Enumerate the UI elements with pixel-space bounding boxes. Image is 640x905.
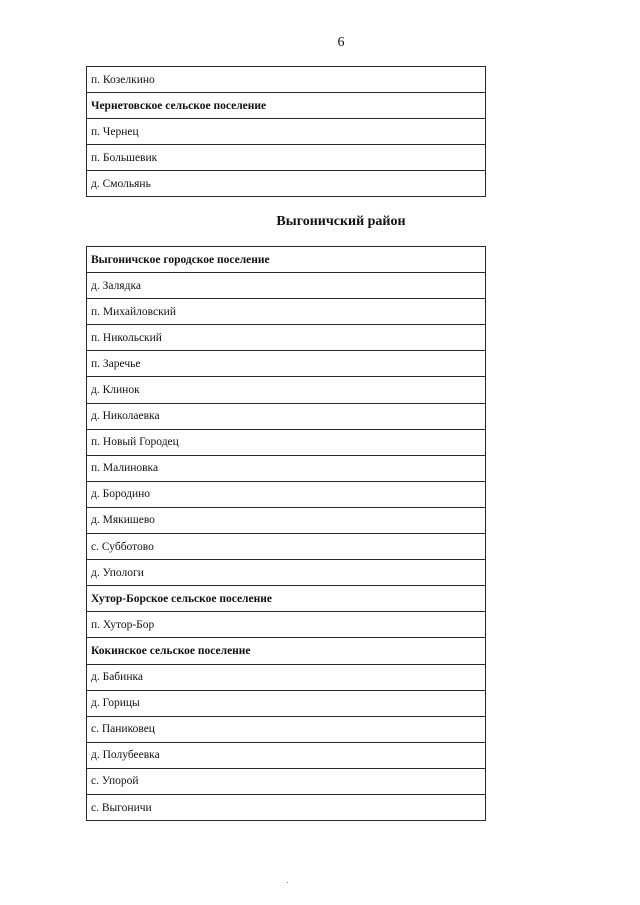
settlement-row: п. Малиновка <box>87 456 485 482</box>
settlement-row: п. Большевик <box>87 145 485 171</box>
settlements-table-top <box>86 66 486 197</box>
settlement-row: с. Упорой <box>87 769 485 795</box>
settlement-row: п. Хутор-Бор <box>87 612 485 638</box>
scan-speck <box>287 882 288 883</box>
settlement-row: п. Новый Городец <box>87 430 485 456</box>
settlement-group-header: Хутор-Борское сельское поселение <box>87 586 485 612</box>
district-title: Выгоничский район <box>276 214 406 229</box>
settlement-row: д. Смольянь <box>87 171 485 197</box>
settlement-row: д. Бабинка <box>87 665 485 691</box>
settlement-row: д. Горицы <box>87 691 485 717</box>
settlement-row: д. Полубеевка <box>87 743 485 769</box>
settlement-row: п. Никольский <box>87 325 485 351</box>
settlement-row: п. Михайловский <box>87 299 485 325</box>
settlement-row: п. Козелкино <box>87 67 485 93</box>
settlement-group-header: Выгоничское городское поселение <box>87 247 485 273</box>
settlement-row: с. Субботово <box>87 534 485 560</box>
settlement-row: д. Упологи <box>87 560 485 586</box>
settlement-row: д. Николаевка <box>87 404 485 430</box>
settlements-table-vygonichi <box>86 246 486 821</box>
settlement-row: д. Мякишево <box>87 508 485 534</box>
settlement-row: п. Чернец <box>87 119 485 145</box>
settlement-row: д. Залядка <box>87 273 485 299</box>
settlement-row: п. Заречье <box>87 351 485 377</box>
settlement-row: с. Выгоничи <box>87 795 485 821</box>
settlement-row: с. Паниковец <box>87 717 485 743</box>
settlement-group-header: Чернетовское сельское поселение <box>87 93 485 119</box>
page-number: 6 <box>337 35 345 50</box>
settlement-row: д. Бородино <box>87 482 485 508</box>
settlement-row: д. Клинок <box>87 377 485 403</box>
settlement-group-header: Кокинское сельское поселение <box>87 638 485 664</box>
